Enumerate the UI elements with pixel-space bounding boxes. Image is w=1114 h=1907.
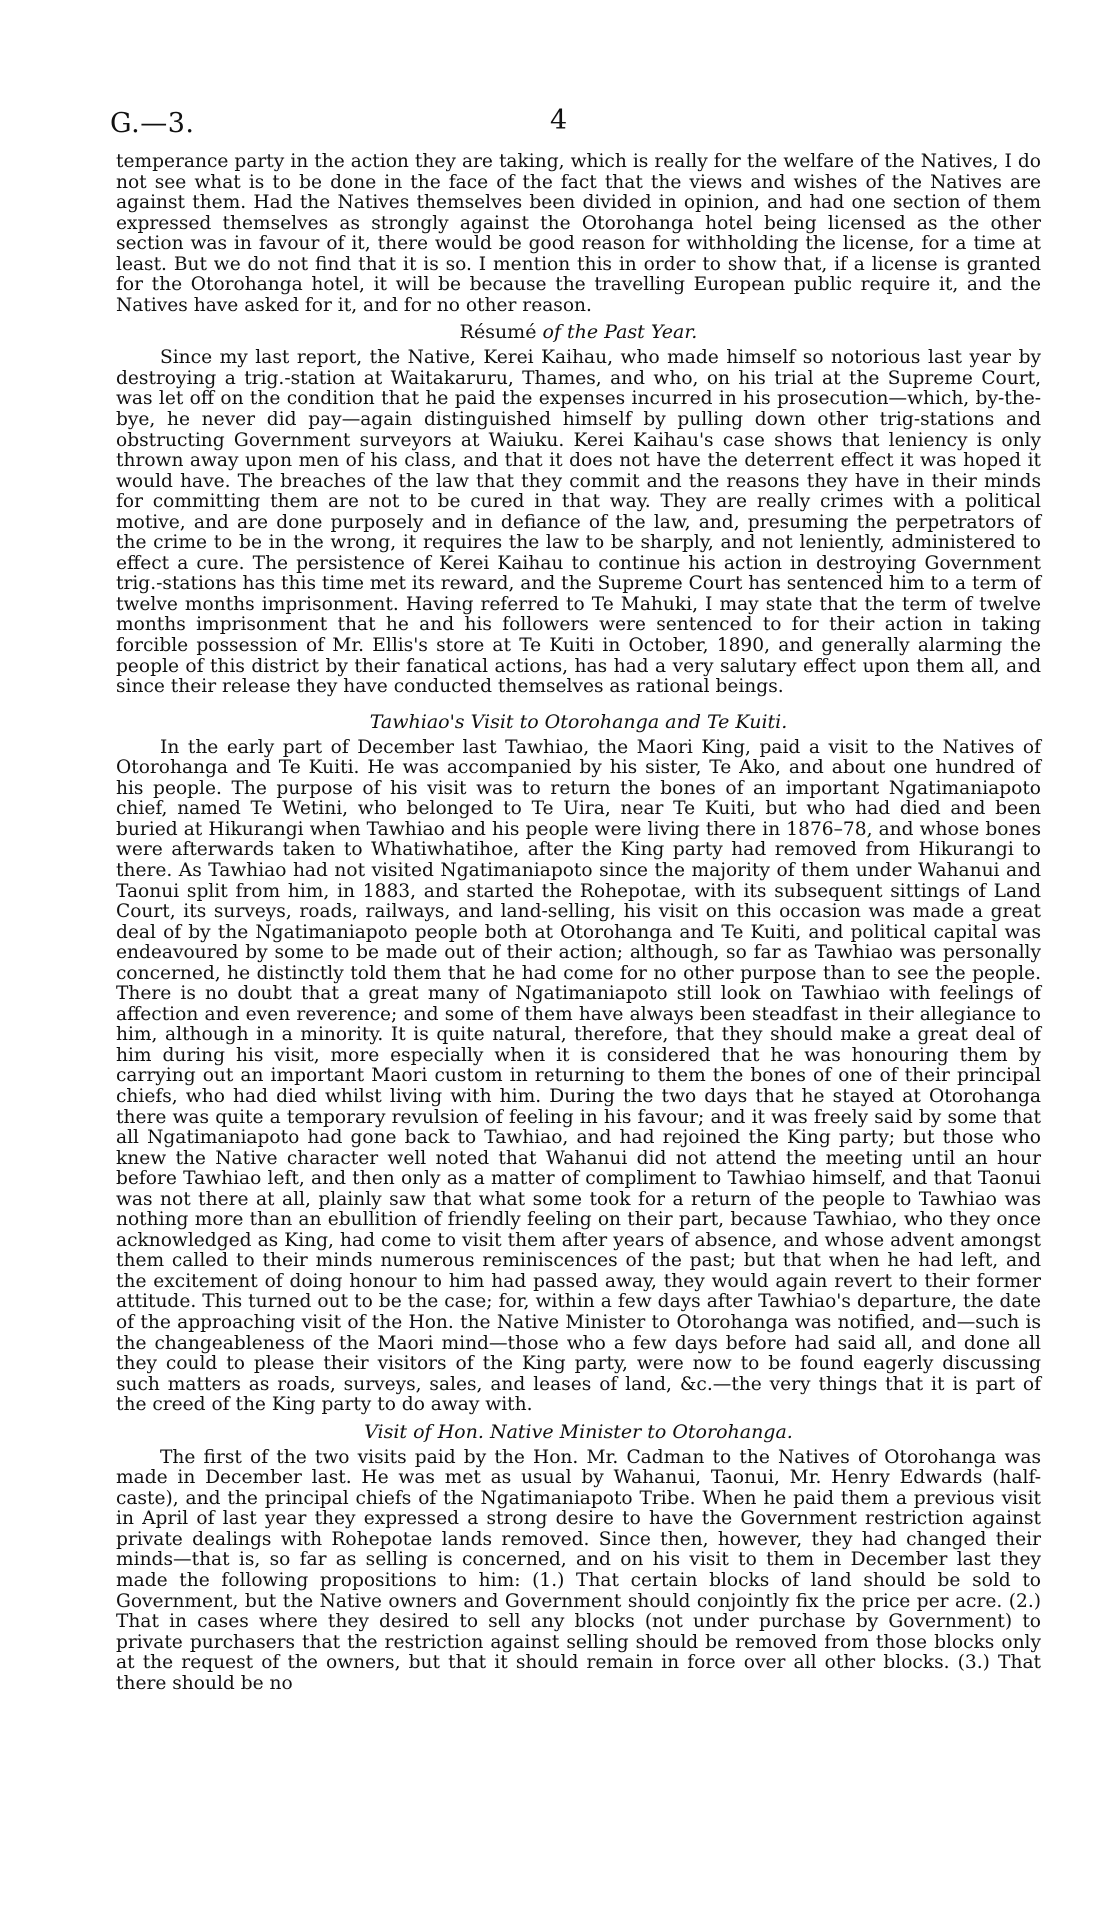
heading-resume-roman: Résumé [459, 321, 537, 344]
document-body [116, 152, 1041, 1694]
document-code: G.—3. [110, 108, 195, 139]
paragraph-tawhiao-visit: In the early part of December last Tawhiao, the Maori King, paid a visit to the Natives of Otorohanga and Te Kuiti. He was accompanied by his sister, Te Ako, and about one hundred of his people. The purpose of his visit was to return the bones of an important Ngatimaniapoto chief, named Te Wetini, who belonged to Te Uira, near Te Kuiti, but who had died and been buried at Hikurangi when Tawhiao and his people were living there in 1876–78, and whose bones were afterwards taken to Whatiwhatihoe, after the King party had removed from Hikurangi to there. As Tawhiao had not visited Ngatimaniapoto since the majority of them under Wahanui and Taonui split from him, in 1883, and started the Rohepotae, with its subsequent sittings of Land Court, its surveys, roads, railways, and land-selling, his visit on this occasion was made a great deal of by the Ngatimaniapoto people both at Otorohanga and Te Kuiti, and political capital was endeavoured by some to be made out of their action; although, so far as Tawhiao was personally concerned, he distinctly told them that he had come for no other purpose than to see the people. There is no doubt that a great many of Ngatimaniapoto still look on Tawhiao with feelings of affection and even reverence; and some of them have always been steadfast in their allegiance to him, although in a minority. It is quite natural, therefore, that they should make a great deal of him during his visit, more especially when it is considered that he was honouring them by carrying out an important Maori custom in returning to them the bones of one of their principal chiefs, who had died whilst living with him. During the two days that he stayed at Otorohanga there was quite a temporary revulsion of feeling in his favour; and it was freely said by some that all Ngatimaniapoto had gone back to Tawhiao, and had rejoined the King party; but those who knew the Native character well noted that Wahanui did not attend the meeting until an hour before Tawhiao left, and then only as a matter of compliment to Tawhiao himself, and that Taonui was not there at all, plainly saw that what some took for a return of the people to Tawhiao was nothing more than an ebullition of friendly feeling on their part, because Tawhiao, who they once acknowledged as King, had come to visit them after years of absence, and whose advent amongst them called to their minds numerous reminiscences of the past; but that when he had left, and the excitement of doing honour to him had passed away, they would again revert to their former attitude. This turned out to be the case; for, within a few days after Tawhiao's departure, the date of the approaching visit of the Hon. the Native Minister to Otorohanga was notified, and—such is the changeableness of the Maori mind—those who a few days before had said all, and done all they could to please their visitors of the King party, were now to be found eagerly discussing such matters as roads, surveys, sales, and leases of land, &c.—the very things that it is part of the creed of the King party to do away with. [116, 736, 1041, 1416]
paragraph-continuation: temperance party in the action they are taking, which is really for the welfare of the Natives, I do not see what is to be done in the face of the fact that the views and wishes of the Natives are against them. Had the Natives themselves been divided in opinion, and had one section of them expressed themselves as strongly against the Otorohanga hotel being licensed as the other section was in favour of it, there would be good reason for withholding the license, for a time at least. But we do not find that it is so. I mention this in order to show that, if a license is granted for the Otorohanga hotel, it will be because the travelling European public require it, and the Natives have asked for it, and for no other reason. [116, 151, 1041, 316]
section-gap [116, 698, 1041, 706]
paragraph-resume: Since my last report, the Native, Kerei Kaihau, who made himself so notorious last year by destroying a trig.-station at Waitakaruru, Thames, and who, on his trial at the Supreme Court, was let off on the condition that he paid the expenses incurred in his prosecution—which, by-the-bye, he never did pay—again distinguished himself by pulling down other trig-stations and obstructing Government surveyors at Waiuku. Kerei Kaihau's case shows that leniency is only thrown away upon men of his class, and that it does not have the deterrent effect it was hoped it would have. The breaches of the law that they commit and the reasons they have in their minds for committing them are not to be cured in that way. They are really crimes with a political motive, and are done purposely and in defiance of the law, and, presuming the perpetrators of the crime to be in the wrong, it requires the law to be sharply, and not leniently, administered to effect a cure. The persistence of Kerei Kaihau to continue his action in destroying Government trig.-stations has this time met its reward, and the Supreme Court has sentenced him to a term of twelve months imprisonment. Having referred to Te Mahuki, I may state that the term of twelve months imprisonment that he and his followers were sentenced to for their action in taking forcible possession of Mr. Ellis's store at Te Kuiti in October, 1890, and generally alarming the people of this district by their fanatical actions, has had a very salutary effect upon them all, and since their release they have conducted themselves as rational beings. [116, 347, 1041, 698]
paragraph-minister-visit: The first of the two visits paid by the Hon. Mr. Cadman to the Natives of Otorohanga was made in December last. He was met as usual by Wahanui, Taonui, Mr. Henry Edwards (half-caste), and the principal chiefs of the Ngatimaniapoto Tribe. When he paid them a previous visit in April of last year they expressed a strong desire to have the Government restriction against private dealings with Rohepotae lands removed. Since then, however, they had changed their minds—that is, so far as selling is concerned, and on his visit to them in December last they made the following propositions to him: (1.) That certain blocks of land should be sold to Government, but the Native owners and Government should conjointly fix the price per acre. (2.) That in cases where they desired to sell any blocks (not under purchase by Government) to private purchasers that the restriction against selling should be removed from those blocks only at the request of the owners, but that it should remain in force over all other blocks. (3.) That there should be no [116, 1446, 1041, 1694]
page-header [110, 105, 1050, 144]
heading-resume [116, 318, 1041, 346]
heading-minister-visit: Visit of Hon. Native Minister to Otorohanga. [364, 1420, 793, 1443]
heading-resume-italic: of the Past Year. [542, 321, 698, 344]
page-number: 4 [550, 105, 568, 136]
heading-tawhiao-visit: Tawhiao's Visit to Otorohanga and Te Kuiti. [369, 710, 788, 733]
